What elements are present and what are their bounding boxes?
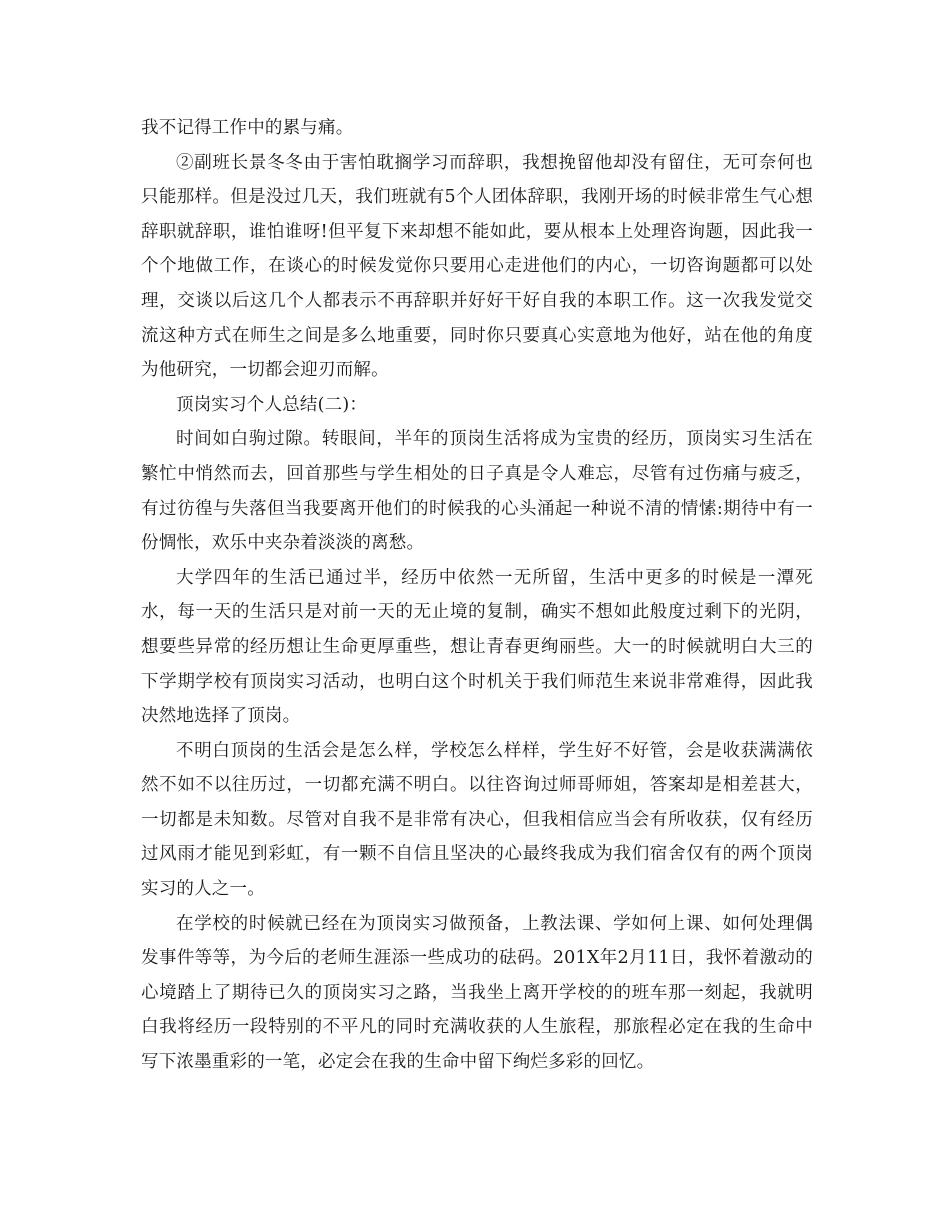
paragraph-5: 不明白顶岗的生活会是怎么样，学校怎么样样，学生好不好管，会是收获满满依然不如不以往历过，一切都充满不明白。以往咨询过师哥师姐，答案却是相差甚大，一切都是未知数。尽管对自我不是非常有决心，但我相信应当会有所收获，仅有经历过风雨才能见到彩虹，有一颗不自信且坚决的心最终我成为我们宿舍仅有的两个顶岗实习的人之一。 — [141, 740, 813, 900]
document-page — [141, 111, 813, 1080]
paragraph-2: ②副班长景冬冬由于害怕耽搁学习而辞职，我想挽留他却没有留住，无可奈何也只能那样。但是没过几天，我们班就有5个人团体辞职，我刚开场的时候非常生气心想辞职就辞职，谁怕谁呀!但平复下来却想不能如此，要从根本上处理咨询题，因此我一个个地做工作，在谈心的时候发觉你只要用心走进他们的内心，一切咨询题都可以处理，交谈以后这几个人都表示不再辞职并好好干好自我的本职工作。这一次我发觉交流这种方式在师生之间是多么地重要，同时你只要真心实意地为他好，站在他的角度为他研究，一切都会迎刃而解。 — [141, 152, 813, 381]
paragraph-1: 我不记得工作中的累与痛。 — [141, 118, 354, 138]
paragraph-6: 在学校的时候就已经在为顶岗实习做预备，上教法课、学如何上课、如何处理偶发事件等等，为今后的老师生涯添一些成功的砝码。201X年2月11日，我怀着激动的心境踏上了期待已久的顶岗实习之路，当我坐上离开学校的的班车那一刻起，我就明白我将经历一段特别的不平凡的同时充满收获的人生旅程，那旅程必定在我的生命中写下浓墨重彩的一笔，必定会在我的生命中留下绚烂多彩的回忆。 — [141, 913, 813, 1073]
paragraph-4: 大学四年的生活已通过半，经历中依然一无所留，生活中更多的时候是一潭死水，每一天的生活只是对前一天的无止境的复制，确实不想如此般度过剩下的光阴，想要些异常的经历想让生命更厚重些，想让青春更绚丽些。大一的时候就明白大三的下学期学校有顶岗实习活动，也明白这个时机关于我们师范生来说非常难得，因此我决然地选择了顶岗。 — [141, 567, 813, 727]
section-heading: 顶岗实习个人总结(二)： — [176, 394, 368, 415]
paragraph-3: 时间如白驹过隙。转眼间，半年的顶岗生活将成为宝贵的经历，顶岗实习生活在繁忙中悄然而去，回首那些与学生相处的日子真是令人难忘，尽管有过伤痛与疲乏，有过彷徨与失落但当我要离开他们的时候我的心头涌起一种说不清的情愫:期待中有一份惆怅，欢乐中夹杂着淡淡的离愁。 — [141, 429, 813, 554]
